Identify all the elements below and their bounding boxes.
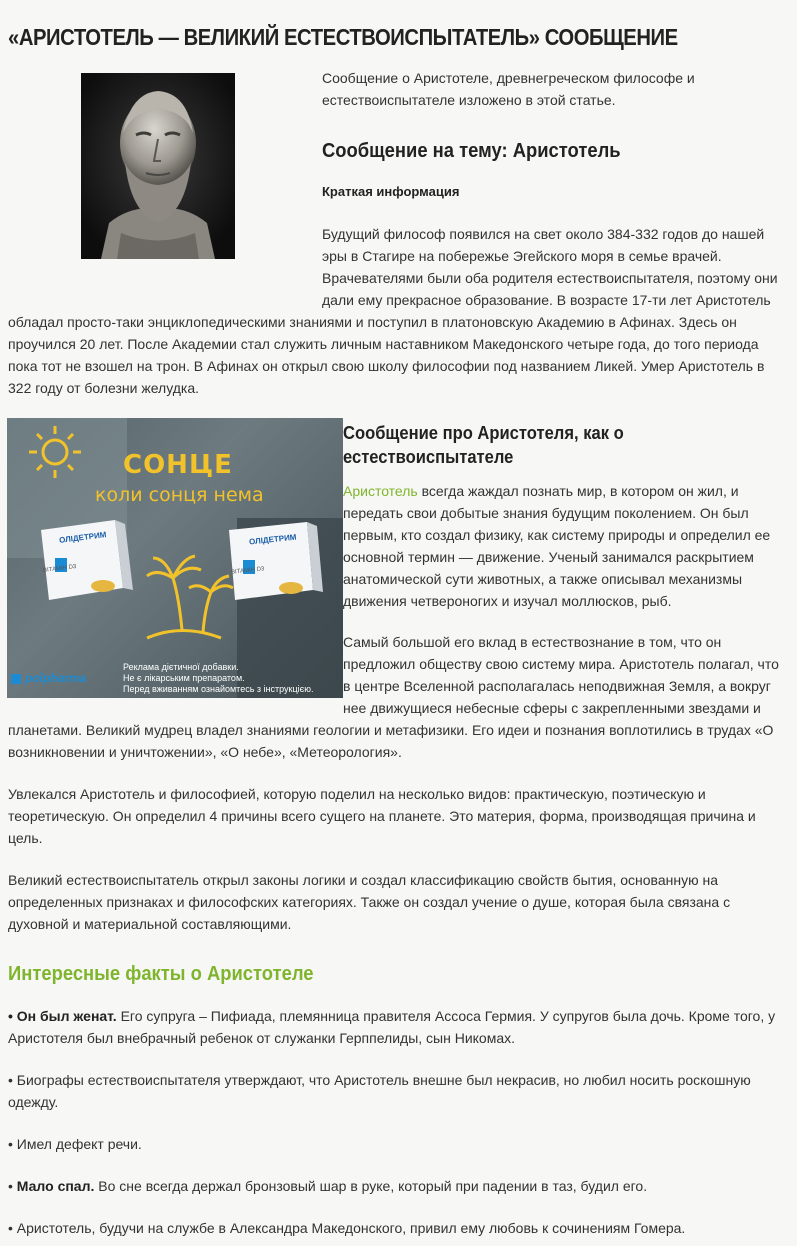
box-vitamin-right: ВІТАМІН D3 [230, 566, 265, 576]
bio-line: обладал просто-таки энциклопедическими знаниями и поступил в платоновскую Академию в Афинах. Здесь он [8, 314, 737, 330]
palm-island-icon [147, 556, 233, 638]
bust-image [81, 73, 235, 259]
fact-item-married [8, 1005, 775, 1049]
philosophy-line: Увлекался Аристотель и философией, которую поделил на несколько видов: практическую, поэтическую и [8, 786, 706, 802]
disclaimer-line: Перед вживанням ознайомтесь з інструкцією. [123, 684, 314, 694]
fact-line: Аристотеля был внебрачный ребенок от служанки Герппелиды, сын Никомах. [8, 1030, 516, 1046]
logic-line: Великий естествоиспытатель открыл законы логики и создал классификацию свойств бытия, основанную на [8, 872, 718, 888]
section-heading-naturalist [343, 421, 624, 469]
naturalist-line: основной термин — движение. Ученый занимался раскрытием [343, 549, 754, 565]
fact-line [8, 1175, 647, 1197]
heading-line: естествоиспытателе [343, 447, 514, 467]
fact-item-sleep [8, 1175, 647, 1197]
intro-paragraph [322, 67, 695, 111]
naturalist-line: анатомической сути животных, а также описывал механизмы [343, 571, 743, 587]
bio-line: дали ему прекрасное образование. В возрасте 17-ти лет Аристотель [322, 292, 771, 308]
fact-line: • Имел дефект речи. [8, 1136, 142, 1152]
fact-item-homer [8, 1217, 685, 1239]
polpharma-logo: polpharma [25, 671, 87, 685]
facts-heading: Интересные факты о Аристотеле [8, 963, 314, 985]
fact-item-speech [8, 1133, 142, 1155]
bio-line: 322 году от болезни желудка. [8, 380, 200, 396]
philosophy-line: теоретическую. Он определил 4 причины всего сущего на планете. Это материя, форма, производящая причина и [8, 808, 756, 824]
philosophy-line: цель. [8, 830, 43, 846]
contribution-paragraph-right [343, 631, 779, 719]
fact-text: Во сне всегда держал бронзовый шар в руке, который при падении в таз, будил его. [94, 1178, 648, 1194]
naturalist-line-rest: всегда жаждал познать мир, в котором он жил, и [417, 483, 739, 499]
contribution-paragraph-full [8, 719, 773, 763]
heading-line: Сообщение про Аристотеля, как о [343, 423, 624, 443]
fact-item-appearance [8, 1069, 751, 1113]
brief-info-heading: Краткая информация [322, 184, 460, 199]
contribution-line: возникновении и уничтожении», «О небе», «Метеорология». [8, 744, 402, 760]
aristotle-link[interactable]: Аристотель [343, 483, 418, 499]
ad-headline: СОНЦЕ [123, 450, 233, 480]
contribution-line: в центре Вселенной располагалась неподвижная Земля, а вокруг [343, 678, 771, 694]
bio-paragraph-right [322, 223, 778, 311]
naturalist-line [343, 480, 770, 502]
fact-line: • Биографы естествоиспытателя утверждают, что Аристотель внешне был некрасив, но любил носить роскошную [8, 1072, 751, 1088]
contribution-line: предложил обществу свою систему мира. Аристотель полагал, что [343, 656, 779, 672]
bio-line: пока тот не взошел на трон. В Афинах он открыл свою школу философии под названием Ликей. Умер Аристотель в [8, 358, 765, 374]
bio-paragraph-full [8, 311, 764, 399]
naturalist-line: передать свои добытые знания будущим поколением. Он был [343, 505, 749, 521]
naturalist-line: движения четвероногих и изучал моллюсков, рыб. [343, 593, 672, 609]
box-brand-left: ОЛІДЕТРИМ [58, 530, 107, 545]
logic-line: духовной и материальной составляющими. [8, 916, 292, 932]
disclaimer-line: Не є лікарським препаратом. [123, 673, 245, 683]
page-title: «АРИСТОТЕЛЬ — ВЕЛИКИЙ ЕСТЕСТВОИСПЫТАТЕЛЬ» СООБЩЕНИЕ [8, 24, 678, 50]
box-brand-right: ОЛІДЕТРИМ [248, 532, 297, 547]
contribution-line: Самый большой его вклад в естествознание в том, что он [343, 634, 722, 650]
fact-line: • Аристотель, будучи на службе в Александра Македонского, привил ему любовь к сочинениям Гомера. [8, 1220, 686, 1236]
contribution-line: нее движущиеся небесные сферы с закрепленными звездами и [343, 700, 761, 716]
logic-line: определенных признаках и философских категориях. Также он создал учение о душе, которая была связана с [8, 894, 731, 910]
fact-bold: Мало спал. [16, 1178, 95, 1194]
intro-line: Сообщение о Аристотеле, древнегреческом философе и [322, 70, 695, 86]
bio-line: Будущий философ появился на свет около 384-332 годов до нашей [322, 226, 765, 242]
advertisement-banner[interactable] [7, 418, 343, 698]
bio-line: эры в Стагире на побережье Эгейского моря в семье врачей. [322, 248, 722, 264]
philosophy-paragraph [8, 783, 756, 849]
ad-subline: коли сонця нема [95, 484, 264, 506]
fact-line [8, 1005, 775, 1027]
naturalist-paragraph [343, 480, 770, 612]
disclaimer-line: Реклама дієтичної добавки. [123, 662, 239, 672]
logic-paragraph [8, 869, 730, 935]
fact-bullet: • [8, 1178, 17, 1194]
section-heading-topic: Сообщение на тему: Аристотель [322, 140, 621, 162]
box-vitamin-left: ВІТАМІН D3 [42, 563, 77, 575]
ad-disclaimer [123, 662, 313, 695]
bio-line: проучился 20 лет. После Академии стал служить личным наставником Македонского четыре года, до того периода [8, 336, 759, 352]
fact-line: одежду. [8, 1094, 59, 1110]
bio-line: Врачевателями были оба родителя естествоиспытателя, поэтому они [322, 270, 778, 286]
aristotle-portrait [81, 73, 235, 259]
contribution-line: планетами. Великий мудрец владел знаниями геологии и метафизики. Его идеи и познания воплотились в трудах «О [8, 722, 774, 738]
fact-text: Его супруга – Пифиада, племянница правителя Ассоса Гермия. У супругов была дочь. Кроме того, у [116, 1008, 776, 1024]
intro-line: естествоиспытателе изложено в этой статье. [322, 92, 616, 108]
naturalist-line: первым, кто создал физику, как систему природы и определил ее [343, 527, 771, 543]
fact-bold: • Он был женат. [8, 1008, 117, 1024]
